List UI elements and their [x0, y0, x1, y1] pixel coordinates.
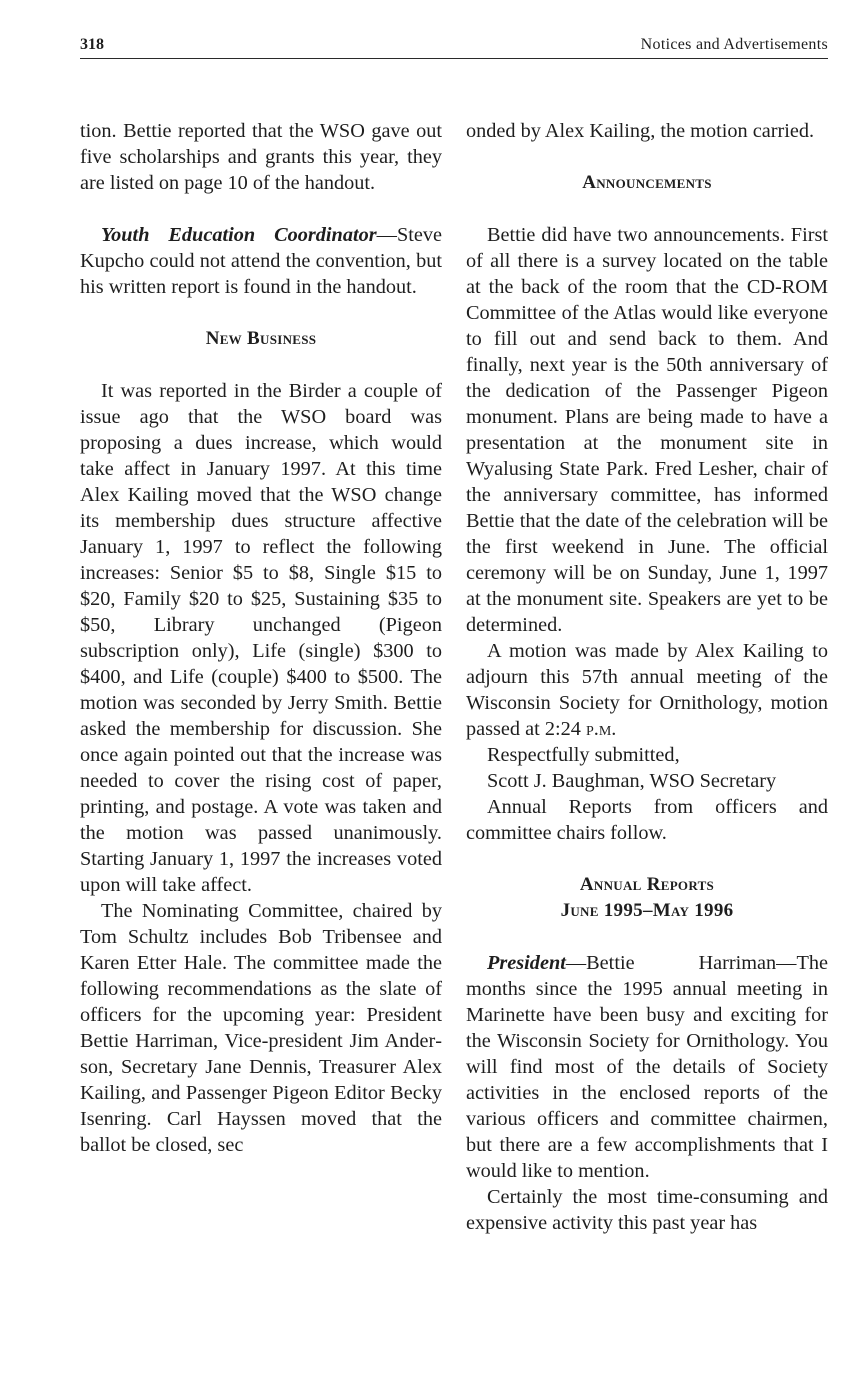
right-column [466, 118, 828, 1236]
youth-education-label: Youth Education Coordinator [101, 224, 377, 246]
youth-education-text: —Steve Kupcho could not attend the convention, but his written report is found in the handout. [80, 224, 442, 298]
annual-reports-heading: Annual Reports [579, 874, 715, 895]
time-consuming-paragraph: Certainly the most time-consuming and expensive activity this past year has [466, 1186, 828, 1234]
nominating-committee-paragraph: The Nominating Committee, chaired by Tom Schultz includes Bob Tribensee and Karen Etter Hale. The committee made the following recommendations as the slate of officers for the upcoming year: President Bettie Harriman, Vice-president Jim Anderson, Secretary Jane Dennis, Treasurer Alex Kailing, and Passenger Pigeon Editor Becky Isenring. Carl Hayssen moved that the ballot be closed, sec [80, 900, 442, 1156]
announcements-paragraph: Bettie did have two announcements. First of all there is a survey located on the table at the back of the room that the CD-ROM Committee of the Atlas would like everyone to fill out and send back to them. And finally, next year is the 50th anniversary of the dedication of the Passenger Pigeon monument. Plans are being made to have a presentation at the monument site in Wyalusing State Park. Fred Lesher, chair of the anniversary committee, has informed Bettie that the date of the celebration will be the first weekend in June. The official ceremony will be on Sunday, June 1, 1997 at the monument site. Speakers are yet to be determined. [466, 224, 828, 636]
motion-carried-paragraph: onded by Alex Kailing, the motion carried. [466, 120, 815, 142]
scholarships-paragraph: tion. Bettie reported that the WSO gave out five scholarships and grants this year, they are listed on page 10 of the handout. [80, 120, 442, 194]
page-header [80, 36, 828, 59]
new-business-heading: New Business [205, 328, 317, 349]
annual-reports-date-range: June 1995–May 1996 [560, 900, 734, 921]
president-text: —Bettie Harriman—The months since the 1995 annual meeting in Marinette have been busy and exciting for the Wisconsin Society for Ornithology. You will find most of the details of Society activities in the enclosed reports of the various officers and committee chairmen, but there are a few accomplishments that I would like to mention. [466, 952, 828, 1182]
president-report-paragraph [466, 950, 828, 1184]
dues-increase-paragraph: It was reported in the Birder a couple of issue ago that the WSO board was proposing a dues increase, which would take affect in January 1997. At this time Alex Kailing moved that the WSO change its membership dues structure affective January 1, 1997 to reflect the following increases: Senior $5 to $8, Single $15 to $20, Family $20 to $25, Sustaining $35 to $50, Library unchanged (Pigeon subscription only), Life (single) $300 to $400, and Life (couple) $400 to $500. The motion was seconded by Jerry Smith. Bettie asked the membership for discussion. She once again pointed out that the increase was needed to cover the rising cost of paper, printing, and postage. A vote was taken and the motion was passed unanimously. Starting January 1, 1997 the increases voted upon will take affect. [80, 380, 442, 896]
adjourn-paragraph [466, 638, 828, 742]
adjourn-text: A motion was made by Alex Kailing to adjourn this 57th annual meeting of the Wisconsin Society for Ornithology, motion passed at 2:24 [466, 640, 828, 740]
president-label: President [487, 952, 566, 974]
running-head: Notices and Advertisements [640, 36, 828, 53]
annual-reports-intro: Annual Reports from officers and committee chairs follow. [466, 796, 828, 844]
signature: Scott J. Baughman, WSO Secretary [487, 770, 777, 792]
page-number: 318 [80, 36, 104, 53]
announcements-heading: Announcements [582, 172, 712, 193]
adjourn-time: p.m. [585, 718, 617, 740]
left-column [80, 118, 442, 1158]
youth-education-paragraph [80, 222, 442, 300]
sign-off: Respectfully submitted, [487, 744, 680, 766]
